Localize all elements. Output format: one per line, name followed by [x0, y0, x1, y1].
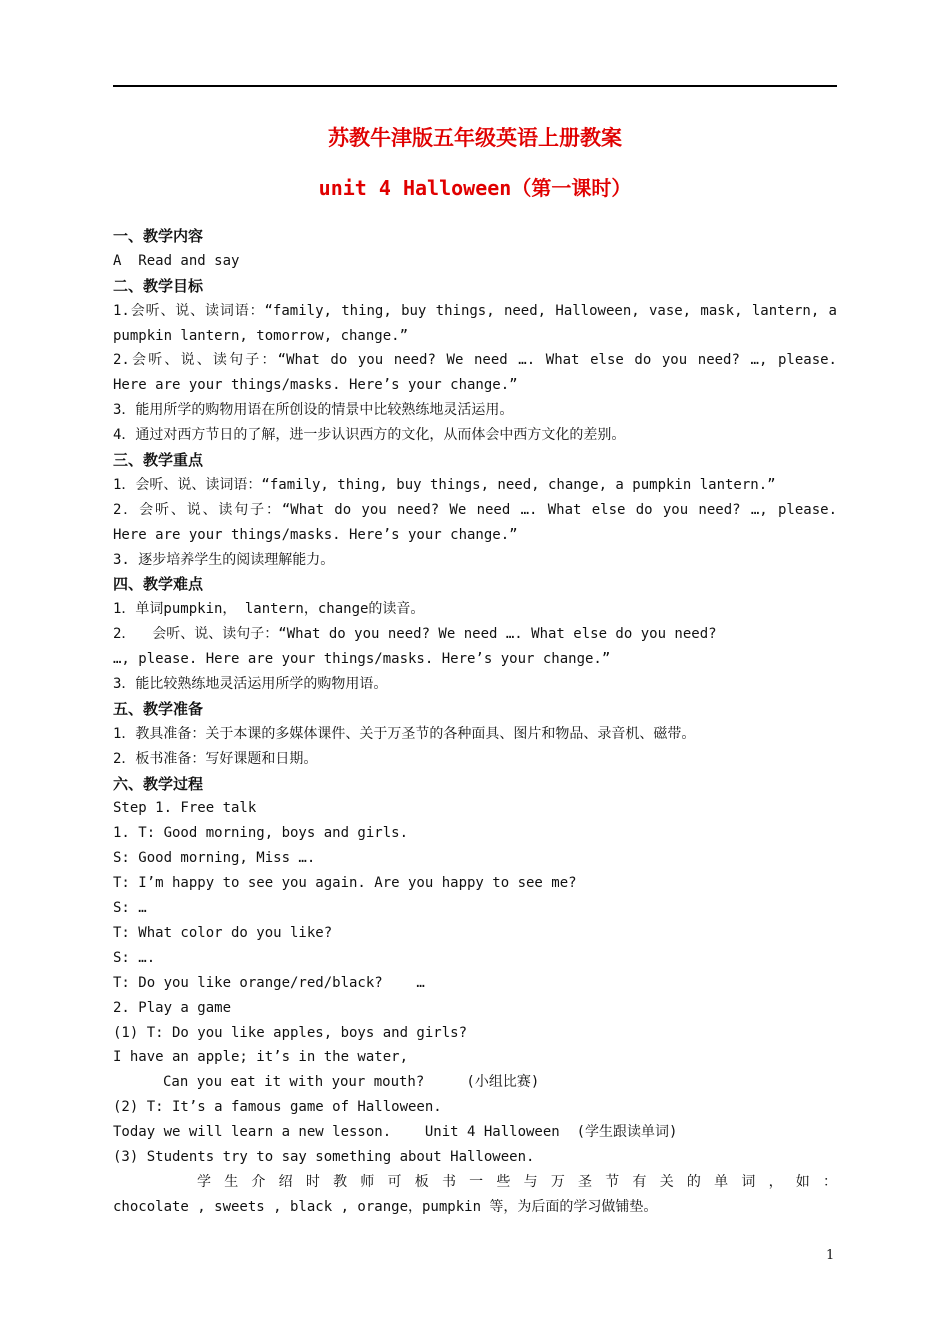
text-line: S: … — [113, 900, 147, 917]
page-number: 1 — [826, 1248, 835, 1263]
text-line: 3. 逐步培养学生的阅读理解能力。 — [113, 551, 335, 568]
section-heading: 一、教学内容 — [113, 227, 204, 245]
text-line: 3．能用所学的购物用语在所创设的情景中比较熟练地灵活运用。 — [113, 402, 514, 419]
text-line: S: Good morning, Miss …. — [113, 850, 316, 867]
text-line: 2. Play a game — [113, 999, 232, 1016]
text-line: chocolate , sweets , black , orange，pumpkin 等，为后面的学习做铺垫。 — [113, 1198, 658, 1215]
text-line: A Read and say — [113, 252, 240, 269]
text-line: 学 生 介 绍 时 教 师 可 板 书 一 些 与 万 圣 节 有 关 的 单 词 ， 如 ： — [197, 1173, 837, 1190]
text-line: …, please. Here are your things/masks. Here’s your change.” — [113, 651, 611, 668]
text-line: 3．能比较熟练地灵活运用所学的购物用语。 — [113, 676, 388, 693]
document-body — [113, 224, 837, 1220]
text-line: S: …. — [113, 949, 156, 966]
section-heading: 五、教学准备 — [113, 699, 204, 718]
text-line: Here are your things/masks. Here’s your change.” — [113, 526, 518, 543]
text-line: 1.会听、说、读词语：“family, thing, buy things, need, Halloween, vase, mask, lantern, a — [113, 302, 837, 319]
text-line: T: What color do you like? — [113, 924, 333, 941]
text-line: Here are your things/masks. Here’s your change.” — [113, 377, 518, 394]
text-line: 1．会听、说、读词语：“family, thing, buy things, need, change, a pumpkin lantern.” — [113, 476, 776, 493]
section-heading: 六、教学过程 — [113, 774, 204, 793]
text-line: Can you eat it with your mouth? (小组比赛) — [163, 1074, 540, 1091]
text-line: T: I’m happy to see you again. Are you happy to see me? — [113, 875, 577, 892]
text-line: 1．单词pumpkin， lantern，change的读音。 — [113, 601, 425, 618]
document-title: 苏教牛津版五年级英语上册教案 — [328, 126, 622, 150]
text-line: pumpkin lantern, tomorrow, change.” — [113, 327, 409, 344]
text-line: 2.会听、说、读句子：“What do you need? We need …. What else do you need? …, please. — [113, 352, 837, 369]
text-line: 4．通过对西方节日的了解，进一步认识西方的文化，从而体会中西方文化的差别。 — [113, 427, 626, 444]
text-line: (3) Students try to say something about Halloween. — [113, 1148, 535, 1165]
section-heading: 三、教学重点 — [113, 451, 204, 470]
text-line: 2． 会听、说、读句子：“What do you need? We need …. What else do you need? — [113, 626, 717, 643]
section-heading: 二、教学目标 — [113, 276, 204, 295]
text-line: (1) T: Do you like apples, boys and girls? — [113, 1024, 468, 1041]
text-line: 1. T: Good morning, boys and girls. — [113, 825, 409, 842]
text-line: T: Do you like orange/red/black? … — [113, 974, 425, 991]
text-line: 2．会听、说、读句子：“What do you need? We need …. What else do you need? …, please. — [113, 501, 837, 518]
text-line: I have an apple; it’s in the water, — [113, 1049, 409, 1066]
document-subtitle: unit 4 Halloween（第一课时） — [318, 176, 632, 200]
text-line: Step 1. Free talk — [113, 800, 257, 817]
text-line: 1．教具准备：关于本课的多媒体课件、关于万圣节的各种面具、图片和物品、录音机、磁带。 — [113, 725, 696, 742]
text-line: (2) T: It’s a famous game of Halloween. — [113, 1099, 442, 1116]
section-heading: 四、教学难点 — [113, 575, 204, 594]
text-line: Today we will learn a new lesson. Unit 4 Halloween (学生跟读单词) — [113, 1124, 678, 1141]
header-rule — [113, 85, 837, 87]
text-line: 2．板书准备：写好课题和日期。 — [113, 750, 318, 767]
